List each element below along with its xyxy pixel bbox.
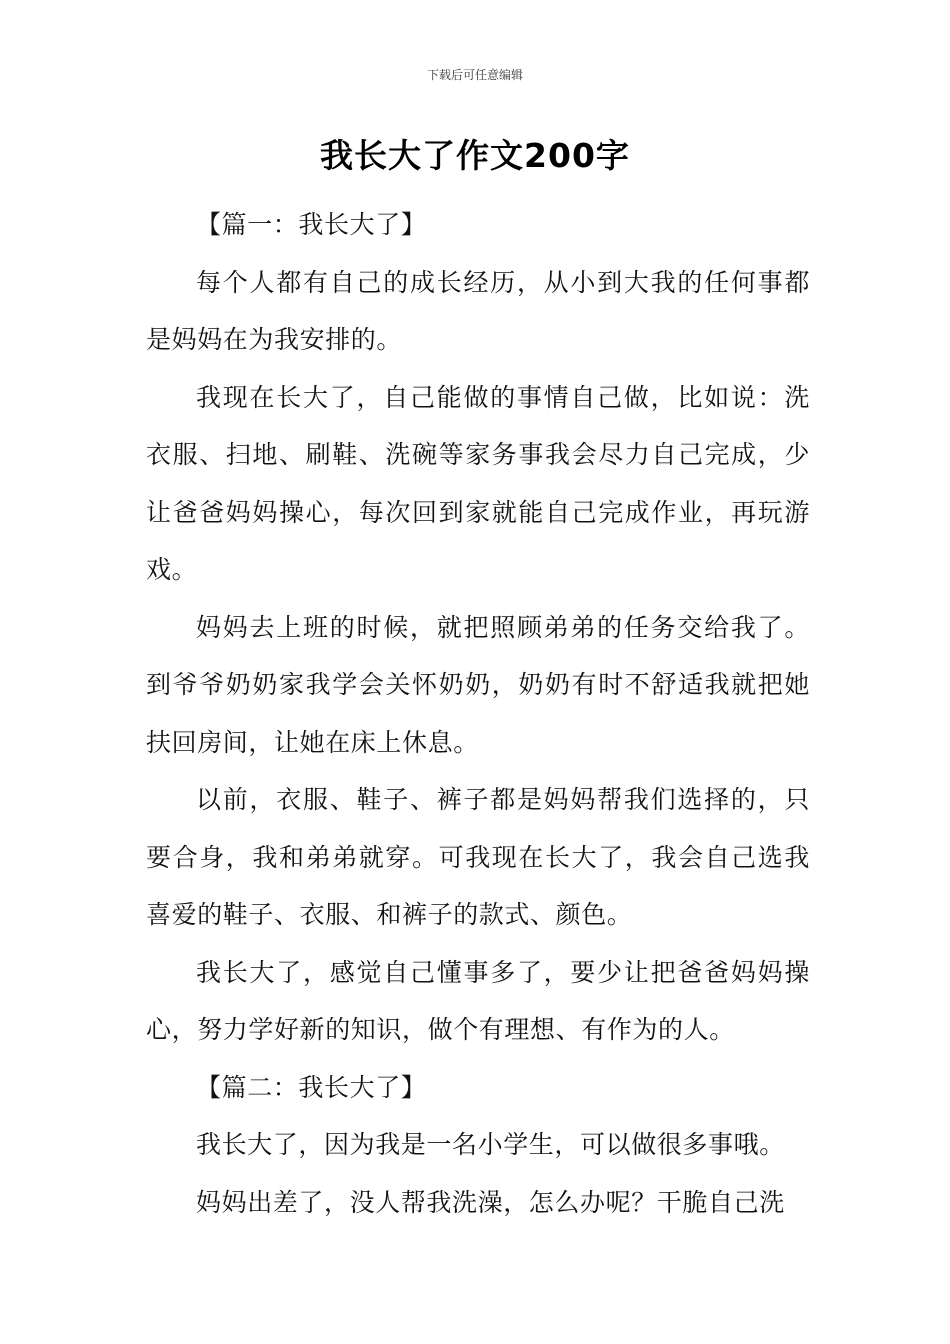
- header-note: 下载后可任意编辑: [426, 68, 523, 82]
- paragraph: 妈妈出差了，没人帮我洗澡，怎么办呢？干脆自己洗: [196, 1187, 785, 1217]
- section-heading-1: 【篇一：我长大了】: [196, 210, 427, 239]
- paragraph: 每个人都有自己的成长经历，从小到大我的任何事都是妈妈在为我安排的。: [146, 267, 810, 354]
- document-body: [146, 196, 810, 1231]
- section-heading-2: 【篇二：我长大了】: [196, 1072, 427, 1102]
- paragraph: 以前，衣服、鞋子、裤子都是妈妈帮我们选择的，只要合身，我和弟弟就穿。可我现在长大了，我会自己选我喜爱的鞋子、衣服、和裤子的款式、颜色。: [146, 785, 810, 929]
- paragraph: 我长大了，感觉自己懂事多了，要少让把爸爸妈妈操心，努力学好新的知识，做个有理想、有作为的人。: [146, 957, 810, 1044]
- paragraph: 我长大了，因为我是一名小学生，可以做很多事哦。: [196, 1130, 785, 1159]
- document-title: 我长大了作文200字: [320, 136, 630, 175]
- paragraph: 妈妈去上班的时候，就把照顾弟弟的任务交给我了。到爷爷奶奶家我学会关怀奶奶，奶奶有时不舒适我就把她扶回房间，让她在床上休息。: [146, 612, 810, 757]
- paragraph: 我现在长大了，自己能做的事情自己做，比如说：洗衣服、扫地、刷鞋、洗碗等家务事我会尽力自己完成，少让爸爸妈妈操心，每次回到家就能自己完成作业，再玩游戏。: [146, 382, 810, 584]
